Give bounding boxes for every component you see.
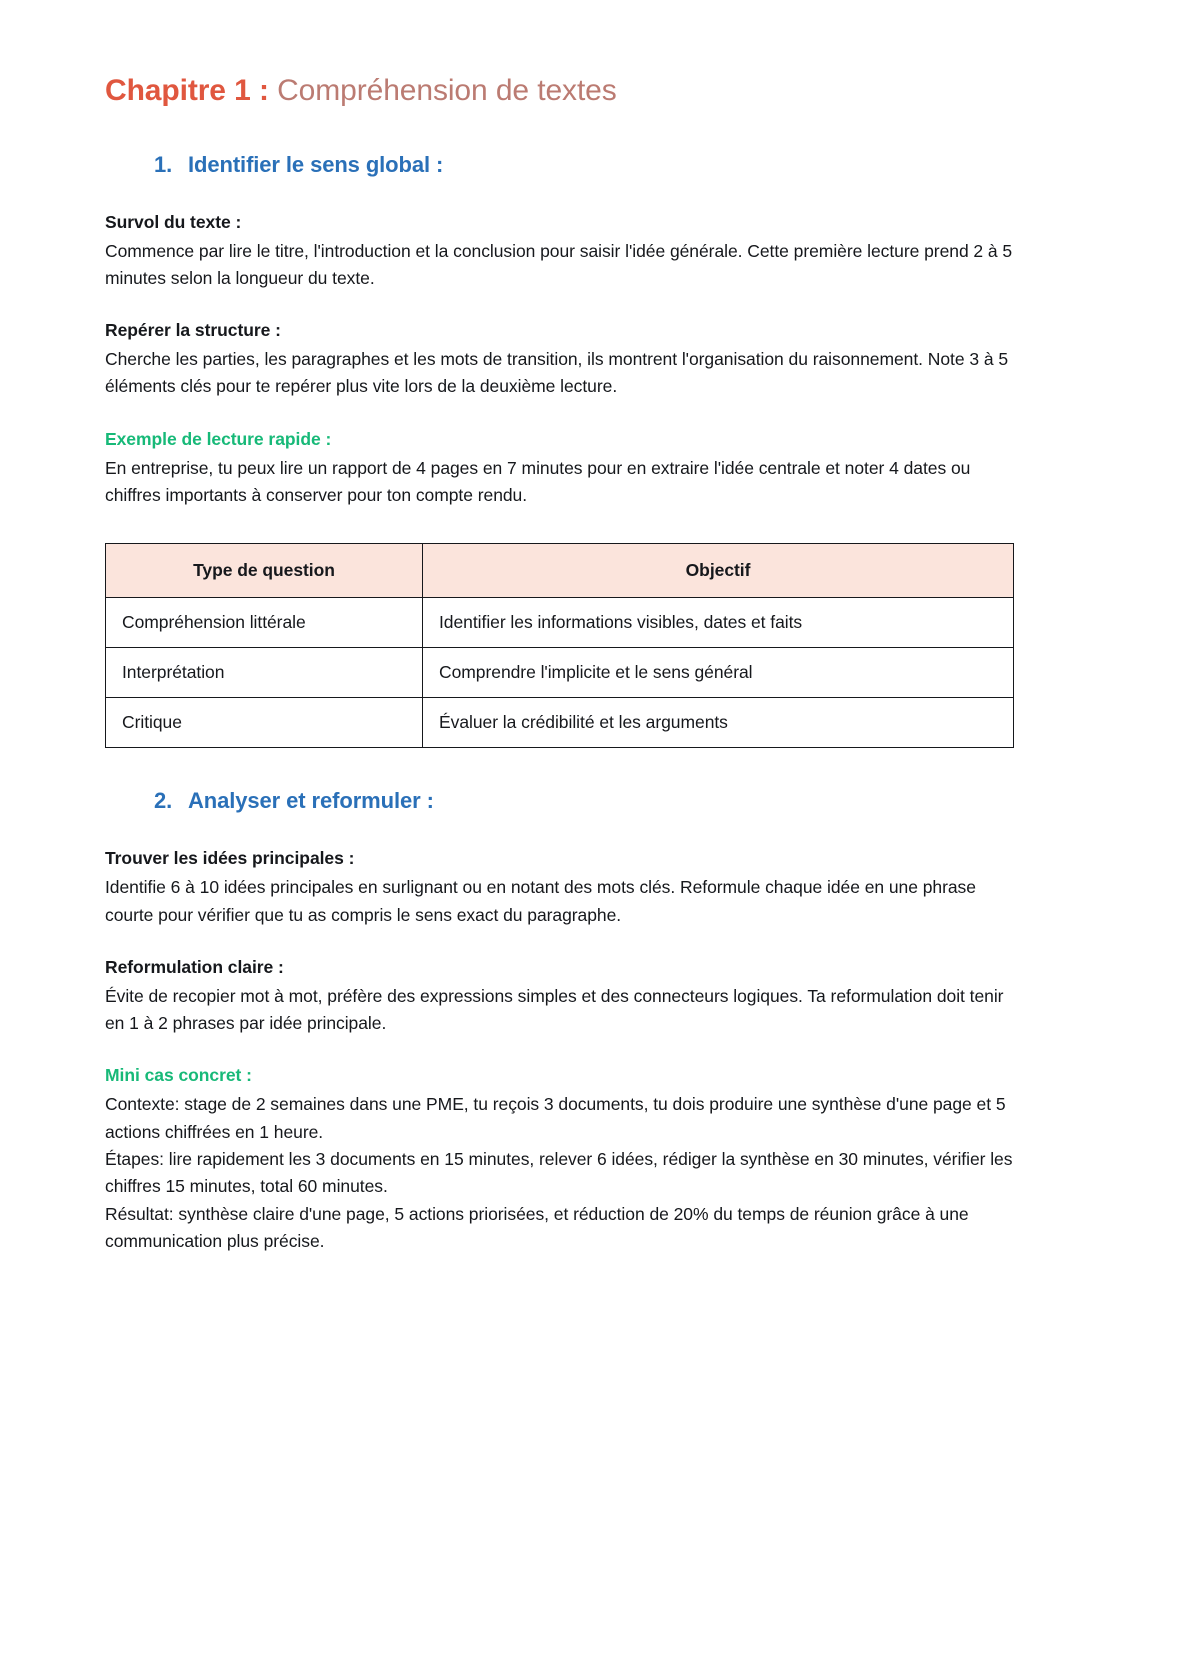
section-number-1: 1. [154,151,173,177]
block-reperer-la-structure [105,320,1095,401]
table-header-cell-type: Type de question [106,544,423,598]
table-cell-objectif: Comprendre l'implicite et le sens général [423,648,1014,698]
table-header-cell-objectif: Objectif [423,544,1014,598]
paragraph-exemple-lecture-rapide: En entreprise, tu peux lire un rapport de 4 pages en 7 minutes pour en extraire l'idée centrale et noter 4 dates ou chiffres importants à conserver pour ton compte rendu. [105,457,971,505]
paragraph-mini-cas-contexte: Contexte: stage de 2 semaines dans une PME, tu reçois 3 documents, tu dois produire une synthèse d'une page et 5 actions chiffrées en 1 heure. [105,1094,1006,1142]
table-row [106,598,1014,648]
table-cell-type: Critique [106,698,423,748]
paragraph-idees-principales: Identifie 6 à 10 idées principales en surlignant ou en notant des mots clés. Reformule chaque idée en une phrase courte pour vérifier que tu as compris le sens exact du paragraphe. [105,877,976,925]
sub-heading-mini-cas-concret: Mini cas concret : [105,1065,252,1086]
page-title [105,72,1095,110]
section-title-1: Identifier le sens global : [188,151,444,177]
chapter-label: Chapitre 1 : [105,74,269,107]
sub-heading-idees-principales: Trouver les idées principales : [105,848,355,869]
paragraph-mini-cas-resultat: Résultat: synthèse claire d'une page, 5 actions priorisées, et réduction de 20% du temps de réunion grâce à une communication plus précise. [105,1203,969,1251]
section-title-2: Analyser et reformuler : [188,788,434,814]
paragraph-mini-cas-etapes: Étapes: lire rapidement les 3 documents en 15 minutes, relever 6 idées, rédiger la synthèse en 30 minutes, vérifier les chiffres 15 minutes, total 60 minutes. [105,1149,1013,1197]
chapter-name: Compréhension de textes [277,74,617,107]
section-heading-1 [105,152,1095,178]
paragraph-survol: Commence par lire le titre, l'introduction et la conclusion pour saisir l'idée générale. Cette première lecture prend 2 à 5 minutes selon la longueur du texte. [105,240,1013,288]
block-mini-cas-concret [105,1065,1095,1255]
sub-heading-survol: Survol du texte : [105,211,242,232]
section-number-2: 2. [154,788,173,814]
block-reformulation-claire [105,957,1095,1038]
table-cell-type: Interprétation [106,648,423,698]
block-exemple-lecture-rapide [105,429,1095,510]
sub-heading-reformulation-claire: Reformulation claire : [105,956,284,977]
table-cell-type: Compréhension littérale [106,598,423,648]
section-heading-2 [105,788,1095,814]
sub-heading-structure: Repérer la structure : [105,320,281,341]
table-cell-objectif: Évaluer la crédibilité et les arguments [423,698,1014,748]
question-types-table [105,543,1014,748]
table-row [106,648,1014,698]
table-header-row [106,544,1014,598]
block-survol-du-texte [105,212,1095,293]
paragraph-structure: Cherche les parties, les paragraphes et les mots de transition, ils montrent l'organisation du raisonnement. Note 3 à 5 éléments clés pour te repérer plus vite lors de la deuxième lecture. [105,349,1009,397]
block-trouver-idees-principales [105,848,1095,929]
sub-heading-exemple-lecture-rapide: Exemple de lecture rapide : [105,428,332,449]
table-row [106,698,1014,748]
paragraph-reformulation-claire: Évite de recopier mot à mot, préfère des expressions simples et des connecteurs logiques. Ta reformulation doit tenir en 1 à 2 phrases par idée principale. [105,985,1004,1034]
table-cell-objectif: Identifier les informations visibles, dates et faits [423,598,1014,648]
